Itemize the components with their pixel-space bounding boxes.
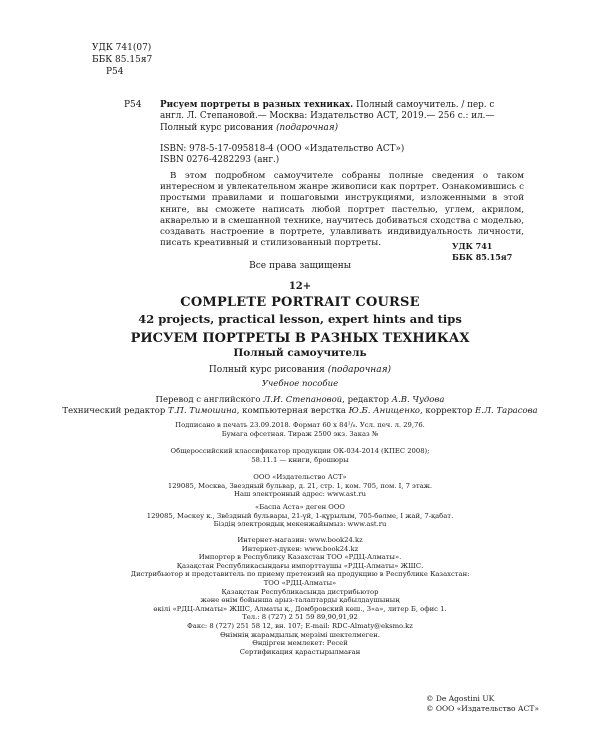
english-subtitle: 42 projects, practical lesson, expert hints and tips — [138, 312, 462, 326]
series-line — [0, 365, 600, 375]
importer-line: және өнім бойынша арыз-талаптарды қабылдаушының — [200, 596, 400, 605]
importer-line: Интернет-дүкен: www.book24.kz — [241, 544, 359, 553]
importer-line: Импортер в Республику Казахстан ТОО «РДЦ-Алматы». — [198, 553, 402, 562]
series-italic: (подарочная) — [327, 365, 392, 375]
layout-name: Ю.Б. Анищенко — [348, 406, 421, 416]
book-type: Учебное пособие — [261, 379, 339, 389]
english-title: COMPLETE PORTRAIT COURSE — [180, 295, 420, 310]
bib-text: Полный самоучитель. / пер. с англ. Л. Степановой.— Москва: Издательство АСТ, 2019.— 256 с.: ил.— Полный курс рисования — [160, 100, 495, 133]
classifier-line: Общероссийский классификатор продукции ОК-034-2014 (КПЕС 2008); — [170, 447, 430, 455]
udk-code: УДК 741(07) — [92, 43, 152, 53]
importer-line: Дистрибьютор и представитель по приему претензий на продукцию в Республике Казахстан: — [130, 570, 470, 579]
importer-line: Өнімнің жарамдылық мерзімі шектелмеген. — [220, 630, 380, 639]
print-signature — [0, 421, 600, 438]
importer-line: Интернет-магазин: www.book24.kz — [237, 536, 363, 544]
classifier-line: 58.11.1 — книги, брошюры — [251, 455, 349, 464]
rights-reserved: Все права защищены — [249, 261, 351, 271]
credits-text: Перевод с английского — [155, 395, 264, 405]
credits-text: , компьютерная верстка — [236, 406, 349, 416]
publisher-kz-line: Біздің электрондық мекенжайымыз: www.ast.ru — [213, 520, 387, 529]
product-classifier — [0, 447, 600, 464]
publisher-ru — [0, 473, 600, 499]
credits-line-1 — [0, 395, 600, 406]
publisher-kz — [0, 503, 600, 529]
series-text: Полный курс рисования — [208, 365, 325, 375]
publisher-line: Наш электронный адрес: www.ast.ru — [234, 490, 366, 499]
importer-line: Қазақстан Республикасындағы импорттаушы «РДЦ-Алматы» ЖШС. — [176, 561, 424, 570]
publisher-line: 129085, Москва, Звездный бульвар, д. 21, стр. 1, ком. 705, пом. I, 7 этаж. — [167, 481, 433, 490]
proofreader-name: Е.Л. Тарасова — [475, 406, 538, 416]
russian-title: РИСУЕМ ПОРТРЕТЫ В РАЗНЫХ ТЕХНИКАХ — [130, 331, 470, 346]
translator-name: Л.И. Степановой — [263, 395, 343, 405]
publisher-line: ООО «Издательство АСТ» — [253, 473, 347, 481]
abstract: В этом подробном самоучителе собраны полные сведения о таком интересном и увлекательном жанре живописи как портрет. Ознакомившись с простыми правилами и пошаговыми инструкциями, изложенными в этой книге, вы сможете написать любой портрет пастелью, углем, акрилом, акварелью и в смешанной технике, научитесь добиваться сходства с моделью, создавать настроение в портрете, улавливать индивидуальность личности, писать креативный и стилизованный портреты. — [160, 171, 524, 249]
publisher-kz-line: «Баспа Аста» деген ООО — [254, 503, 346, 511]
importer-line: ТОО «РДЦ-Алматы» — [263, 578, 337, 587]
credits-text: Технический редактор — [62, 406, 169, 416]
importer-line: Факс: 8 (727) 251 58 12, вн. 107; E-mail: RDC-Almaty@eksmo.kz — [187, 621, 413, 630]
importer-line: Сертификация қарастырылмаған — [239, 647, 361, 656]
author-mark: Р54 — [106, 67, 124, 77]
bib-index: Р54 — [124, 100, 142, 110]
bib-series: (подарочная) — [276, 122, 339, 133]
importer-info — [0, 536, 600, 656]
bbk-code: ББК 85.15я7 — [92, 55, 153, 65]
isbn-en: ISBN 0276-4282293 (анг.) — [160, 155, 280, 166]
bbk-right: ББК 85.15я7 — [452, 251, 513, 262]
importer-line: өкілі «РДЦ-Алматы» ЖШС, Алматы қ., Домбровский көш., 3«а», литер Б, офис 1. — [153, 604, 447, 613]
credits-line-2 — [0, 406, 600, 417]
credits-text: , корректор — [420, 406, 476, 416]
importer-line: Қазақстан Республикасында дистрибьютор — [221, 587, 379, 596]
book-title-bib: Рисуем портреты в разных техниках. — [160, 100, 354, 110]
udk-right-block — [452, 241, 512, 262]
copyright-line: © ООО «Издательство АСТ» — [426, 703, 539, 713]
print-line: Подписано в печать 23.09.2018. Формат 60 x 84¹/₈. Усл. печ. л. 29,76. — [175, 421, 425, 429]
russian-subtitle: Полный самоучитель — [233, 347, 367, 359]
isbn-ru: ISBN: 978-5-17-095818-4 (ООО «Издательство АСТ») — [160, 144, 405, 154]
publisher-kz-line: 129085, Мәскеу к., Звёздный бульвары, 21-үй, 1-құрылым, 705-бөлме, I жай, 7-қабат. — [146, 511, 454, 520]
copyright — [426, 694, 539, 713]
age-rating: 12+ — [288, 281, 312, 292]
editor-name: А.В. Чудова — [391, 395, 445, 405]
importer-line: Тел.: 8 (727) 2 51 59 89,90,91,92 — [242, 613, 358, 622]
bibliographic-record — [160, 100, 520, 134]
print-line: Бумага офсетная. Тираж 2500 экз. Заказ № — [221, 429, 379, 438]
importer-line: Өндірген мемлекет: Ресей — [252, 639, 348, 648]
credits — [0, 395, 600, 417]
credits-text: , редактор — [342, 395, 392, 405]
udk-right: УДК 741 — [452, 241, 493, 251]
classification-codes — [92, 42, 152, 78]
tech-editor-name: Т.П. Тимошина — [168, 406, 237, 416]
copyright-line: © De Agostini UK — [426, 694, 495, 703]
isbn-block — [160, 144, 404, 167]
